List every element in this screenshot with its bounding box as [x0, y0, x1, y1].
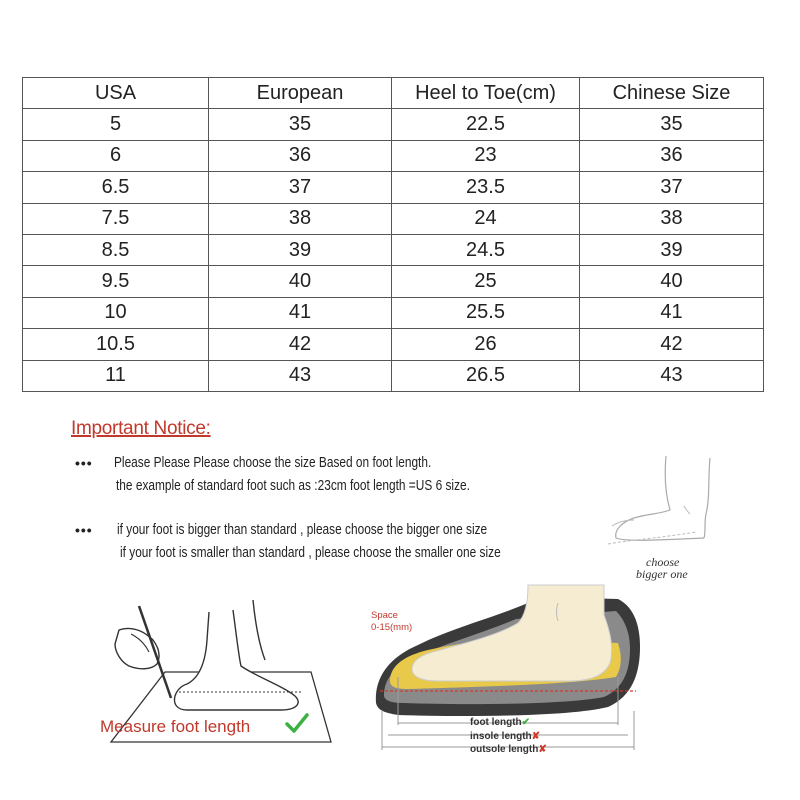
- cell-chinese-size: 43: [580, 360, 764, 391]
- cell-european: 42: [209, 329, 392, 360]
- measure-foot-length-label: Measure foot length: [100, 717, 251, 736]
- table-row: [23, 172, 764, 203]
- notice-line-4: if your foot is smaller than standard , please choose the smaller one size: [120, 545, 501, 561]
- notice-line-1: Please Please Please choose the size Based on foot length.: [114, 455, 432, 471]
- cell-chinese-size: 35: [580, 109, 764, 140]
- cell-usa: 6.5: [23, 172, 209, 203]
- cell-heel-to-toe: 25: [392, 266, 580, 297]
- bullet-marker: •••: [75, 455, 93, 471]
- cross-icon: ✘: [531, 731, 541, 742]
- cell-chinese-size: 38: [580, 203, 764, 234]
- cell-usa: 7.5: [23, 203, 209, 234]
- table-row: [23, 203, 764, 234]
- header-usa: USA: [23, 78, 209, 109]
- cell-heel-to-toe: 26.5: [392, 360, 580, 391]
- cell-european: 35: [209, 109, 392, 140]
- cell-european: 37: [209, 172, 392, 203]
- table-row: [23, 140, 764, 171]
- cell-usa: 10.5: [23, 329, 209, 360]
- foot-in-shoe-sketch-icon: [600, 448, 720, 568]
- cell-heel-to-toe: 25.5: [392, 297, 580, 328]
- cell-chinese-size: 39: [580, 234, 764, 265]
- cell-heel-to-toe: 24: [392, 203, 580, 234]
- cell-european: 36: [209, 140, 392, 171]
- header-european: European: [209, 78, 392, 109]
- table-row: [23, 297, 764, 328]
- cell-european: 41: [209, 297, 392, 328]
- cell-chinese-size: 42: [580, 329, 764, 360]
- check-icon: [285, 712, 309, 734]
- foot-length-label: foot length✔: [470, 717, 531, 728]
- notice-line-3: if your foot is bigger than standard , please choose the bigger one size: [117, 522, 488, 538]
- table-row: [23, 266, 764, 297]
- space-label: Space 0-15(mm): [371, 610, 413, 633]
- check-icon: ✔: [521, 717, 531, 728]
- cell-heel-to-toe: 23: [392, 140, 580, 171]
- cell-heel-to-toe: 22.5: [392, 109, 580, 140]
- choose-bigger-label: choose bigger one: [636, 555, 688, 581]
- cell-heel-to-toe: 24.5: [392, 234, 580, 265]
- cell-usa: 10: [23, 297, 209, 328]
- cell-european: 39: [209, 234, 392, 265]
- insole-length-label: insole length✘: [470, 731, 541, 742]
- header-chinese-size: Chinese Size: [580, 78, 764, 109]
- size-chart-table-wrap: [22, 77, 763, 392]
- cell-european: 43: [209, 360, 392, 391]
- notice-title: Important Notice:: [71, 418, 211, 439]
- header-heel-to-toe: Heel to Toe(cm): [392, 78, 580, 109]
- cell-european: 40: [209, 266, 392, 297]
- size-chart-table: [22, 77, 764, 392]
- table-row: [23, 329, 764, 360]
- cell-heel-to-toe: 26: [392, 329, 580, 360]
- cell-chinese-size: 36: [580, 140, 764, 171]
- table-row: [23, 360, 764, 391]
- cell-usa: 11: [23, 360, 209, 391]
- table-header-row: [23, 78, 764, 109]
- cell-european: 38: [209, 203, 392, 234]
- cell-usa: 8.5: [23, 234, 209, 265]
- cell-usa: 5: [23, 109, 209, 140]
- cell-heel-to-toe: 23.5: [392, 172, 580, 203]
- table-row: [23, 109, 764, 140]
- table-row: [23, 234, 764, 265]
- cell-usa: 9.5: [23, 266, 209, 297]
- outsole-length-label: outsole length✘: [470, 744, 547, 755]
- cell-chinese-size: 40: [580, 266, 764, 297]
- cell-usa: 6: [23, 140, 209, 171]
- notice-line-2: the example of standard foot such as :23cm foot length =US 6 size.: [116, 478, 470, 494]
- bullet-marker: •••: [75, 522, 93, 538]
- cell-chinese-size: 41: [580, 297, 764, 328]
- cross-icon: ✘: [538, 744, 547, 755]
- cell-chinese-size: 37: [580, 172, 764, 203]
